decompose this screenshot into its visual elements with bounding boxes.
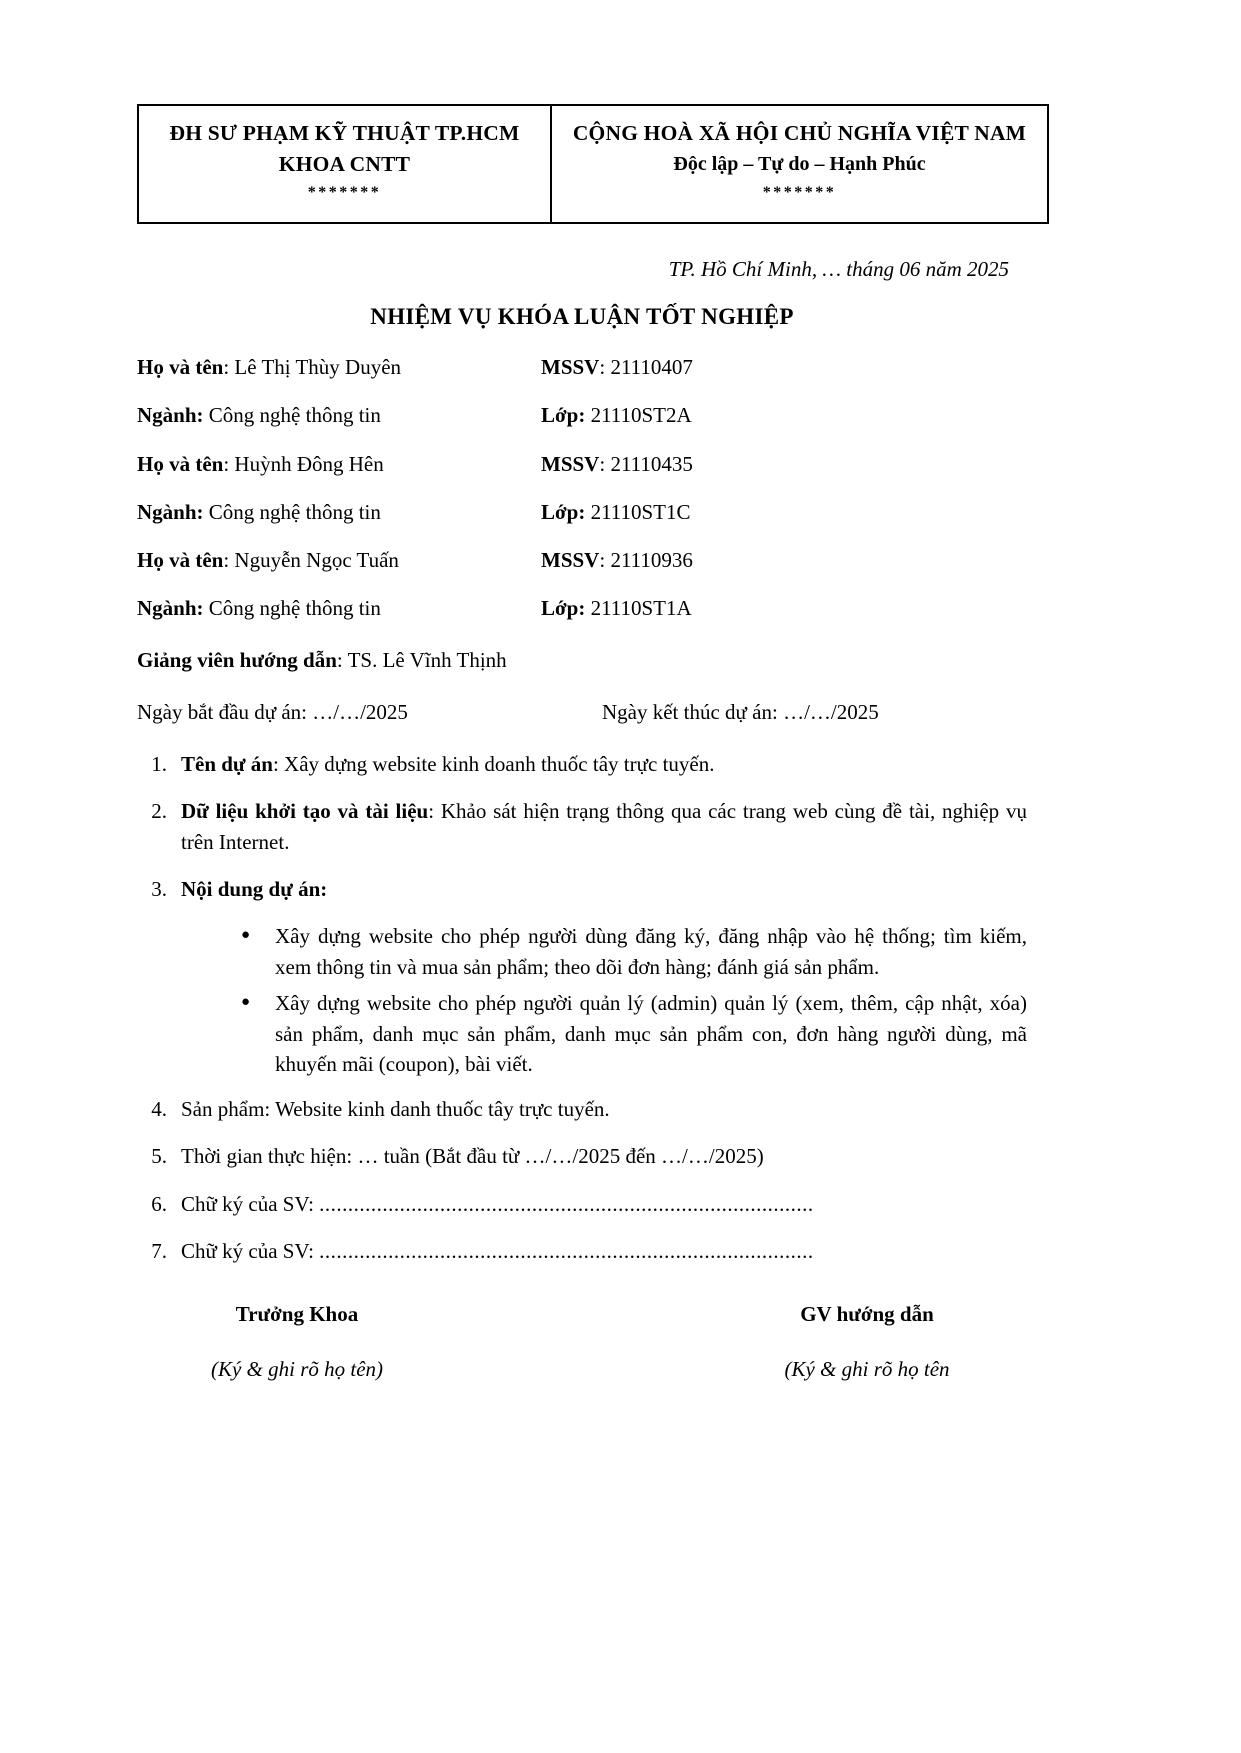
student-name-label: Họ và tên: [137, 548, 224, 573]
student-id-field: [541, 547, 1027, 573]
student-name-label: Họ và tên: [137, 355, 224, 380]
student-class-field: [541, 402, 1027, 428]
signature-dotted-line: ......................................................................................: [319, 1238, 814, 1263]
student-name-field: [137, 547, 541, 573]
student-major-row: [137, 499, 1027, 525]
task-item-body: [181, 749, 1027, 779]
task-item-body: [181, 1141, 1027, 1171]
signature-dean-note: (Ký & ghi rõ họ tên): [210, 1357, 384, 1382]
task-item-body: [181, 1189, 1027, 1219]
student-name-row: [137, 547, 1027, 573]
student-id-separator: :: [599, 355, 611, 380]
task-item: [137, 1236, 1027, 1266]
student-id-field: [541, 354, 1027, 380]
student-id-label: MSSV: [541, 548, 600, 573]
student-class-label: Lớp:: [541, 403, 586, 428]
task-item-label: Nội dung dự án:: [181, 877, 328, 902]
student-class-value: 21110ST1A: [585, 596, 692, 621]
student-major-field: [137, 595, 541, 621]
student-name-field: [137, 451, 541, 477]
place-and-date: TP. Hồ Chí Minh, … tháng 06 năm 2025: [668, 257, 1009, 282]
signature-block: [137, 1302, 1027, 1382]
signature-advisor-title: GV hướng dẫn: [800, 1302, 934, 1327]
task-items-list: [137, 749, 1027, 1267]
signature-advisor-note: (Ký & ghi rõ họ tên: [784, 1357, 950, 1382]
signature-dean-column: [137, 1302, 587, 1382]
project-end-date: Ngày kết thúc dự án: …/…/2025: [602, 699, 879, 724]
student-major-row: [137, 402, 1027, 428]
student-name-row: [137, 354, 1027, 380]
task-item-text: Thời gian thực hiện: … tuần (Bắt đầu từ …/…/2025 đến …/…/2025): [181, 1144, 764, 1169]
student-id-value: 21110435: [610, 451, 693, 476]
task-item: [137, 1141, 1027, 1171]
student-major-label: Ngành:: [137, 403, 204, 428]
university-name: ĐH SƯ PHẠM KỸ THUẬT TP.HCM: [169, 121, 520, 145]
student-class-field: [541, 595, 1027, 621]
national-motto-subtitle: Độc lập – Tự do – Hạnh Phúc: [673, 152, 926, 175]
page-title: NHIỆM VỤ KHÓA LUẬN TỐT NGHIỆP: [370, 304, 794, 330]
project-dates-row: [137, 700, 1027, 725]
student-id-value: 21110936: [610, 548, 693, 573]
letterhead-university-cell: [138, 105, 551, 223]
student-name-value: Huỳnh Đông Hên: [234, 451, 384, 476]
task-item-text: Chữ ký của SV:: [181, 1238, 320, 1263]
student-id-separator: :: [599, 451, 611, 476]
task-item-label: Dữ liệu khởi tạo và tài liệu: [181, 799, 429, 824]
task-item-label: Tên dự án: [181, 751, 273, 776]
student-major-field: [137, 499, 541, 525]
bullet-text: Xây dựng website cho phép người quản lý (admin) quản lý (xem, thêm, cập nhật, xóa) sản phẩm, danh mục sản phẩm, danh mục sản phẩm con, đơn hàng người dùng, mã khuyến mãi (coupon), bài viết.: [275, 991, 1027, 1077]
task-item: [137, 874, 1027, 904]
bullet-dot-icon: ●: [241, 927, 251, 944]
student-major-field: [137, 402, 541, 428]
document-content: [137, 0, 1027, 1382]
signature-dean-title: Trưởng Khoa: [235, 1302, 359, 1327]
task-item-text: : Khảo sát hiện trạng thông qua các trang web cùng đề tài, nghiệp vụ trên Internet.: [181, 799, 1027, 854]
task-item-body: [181, 874, 1027, 904]
bullet-list-item: [241, 988, 1027, 1079]
task-item-number: 4.: [151, 1096, 167, 1121]
student-major-value: Công nghệ thông tin: [203, 499, 381, 524]
student-class-label: Lớp:: [541, 499, 586, 524]
advisor-row: [137, 648, 1027, 673]
task-item-number: 5.: [151, 1144, 167, 1169]
student-class-label: Lớp:: [541, 596, 586, 621]
task-item-text: Chữ ký của SV:: [181, 1191, 320, 1216]
task-item-number: 6.: [151, 1191, 167, 1216]
student-id-field: [541, 451, 1027, 477]
task-item-body: [181, 796, 1027, 857]
student-major-value: Công nghệ thông tin: [203, 596, 381, 621]
task-item-body: [181, 1094, 1027, 1124]
student-major-row: [137, 595, 1027, 621]
national-motto-title: CỘNG HOÀ XÃ HỘI CHỦ NGHĨA VIỆT NAM: [572, 121, 1027, 145]
student-major-label: Ngành:: [137, 596, 204, 621]
student-name-separator: :: [223, 355, 235, 380]
task-item-number: 7.: [151, 1238, 167, 1263]
project-start-date: Ngày bắt đầu dự án: …/…/2025: [137, 699, 408, 724]
task-item: [137, 749, 1027, 779]
student-major-label: Ngành:: [137, 499, 204, 524]
project-content-bullets: [241, 921, 1027, 1079]
student-id-separator: :: [599, 548, 611, 573]
task-item-number: 3.: [151, 877, 167, 902]
task-item-number: 2.: [151, 799, 167, 824]
task-item-text: : Xây dựng website kinh doanh thuốc tây trực tuyến.: [272, 751, 715, 776]
signature-advisor-column: [587, 1302, 1027, 1382]
letterhead-row: [138, 105, 1048, 223]
advisor-label: Giảng viên hướng dẫn: [137, 647, 337, 672]
task-item: [137, 1094, 1027, 1124]
student-class-value: 21110ST2A: [585, 403, 692, 428]
student-name-value: Nguyễn Ngọc Tuấn: [234, 548, 399, 573]
student-info-list: [137, 354, 1027, 622]
student-class-field: [541, 499, 1027, 525]
student-name-separator: :: [223, 451, 235, 476]
bullet-list-item: [241, 921, 1027, 982]
student-id-label: MSSV: [541, 355, 600, 380]
task-item: [137, 796, 1027, 857]
student-name-value: Lê Thị Thùy Duyên: [234, 355, 402, 380]
letterhead-table: [137, 104, 1049, 224]
student-major-value: Công nghệ thông tin: [203, 403, 381, 428]
task-item-number: 1.: [151, 751, 167, 776]
bullet-text: Xây dựng website cho phép người dùng đăng ký, đăng nhập vào hệ thống; tìm kiếm, xem thông tin và mua sản phẩm; theo dõi đơn hàng; đánh giá sản phẩm.: [275, 924, 1027, 979]
student-name-separator: :: [223, 548, 235, 573]
task-item: [137, 1189, 1027, 1219]
task-item-body: [181, 1236, 1027, 1266]
national-stars-divider: *******: [762, 183, 837, 201]
student-id-label: MSSV: [541, 451, 600, 476]
student-name-field: [137, 354, 541, 380]
faculty-name: KHOA CNTT: [278, 151, 411, 176]
student-name-label: Họ và tên: [137, 451, 224, 476]
letterhead-national-cell: [551, 105, 1048, 223]
advisor-value: : TS. Lê Vĩnh Thịnh: [336, 647, 507, 672]
student-name-row: [137, 451, 1027, 477]
task-item-text: Sản phẩm: Website kinh danh thuốc tây trực tuyến.: [181, 1096, 610, 1121]
student-class-value: 21110ST1C: [585, 499, 691, 524]
signature-dotted-line: ......................................................................................: [319, 1191, 814, 1216]
bullet-dot-icon: ●: [241, 994, 251, 1011]
university-stars-divider: *******: [307, 184, 382, 202]
student-id-value: 21110407: [610, 355, 693, 380]
